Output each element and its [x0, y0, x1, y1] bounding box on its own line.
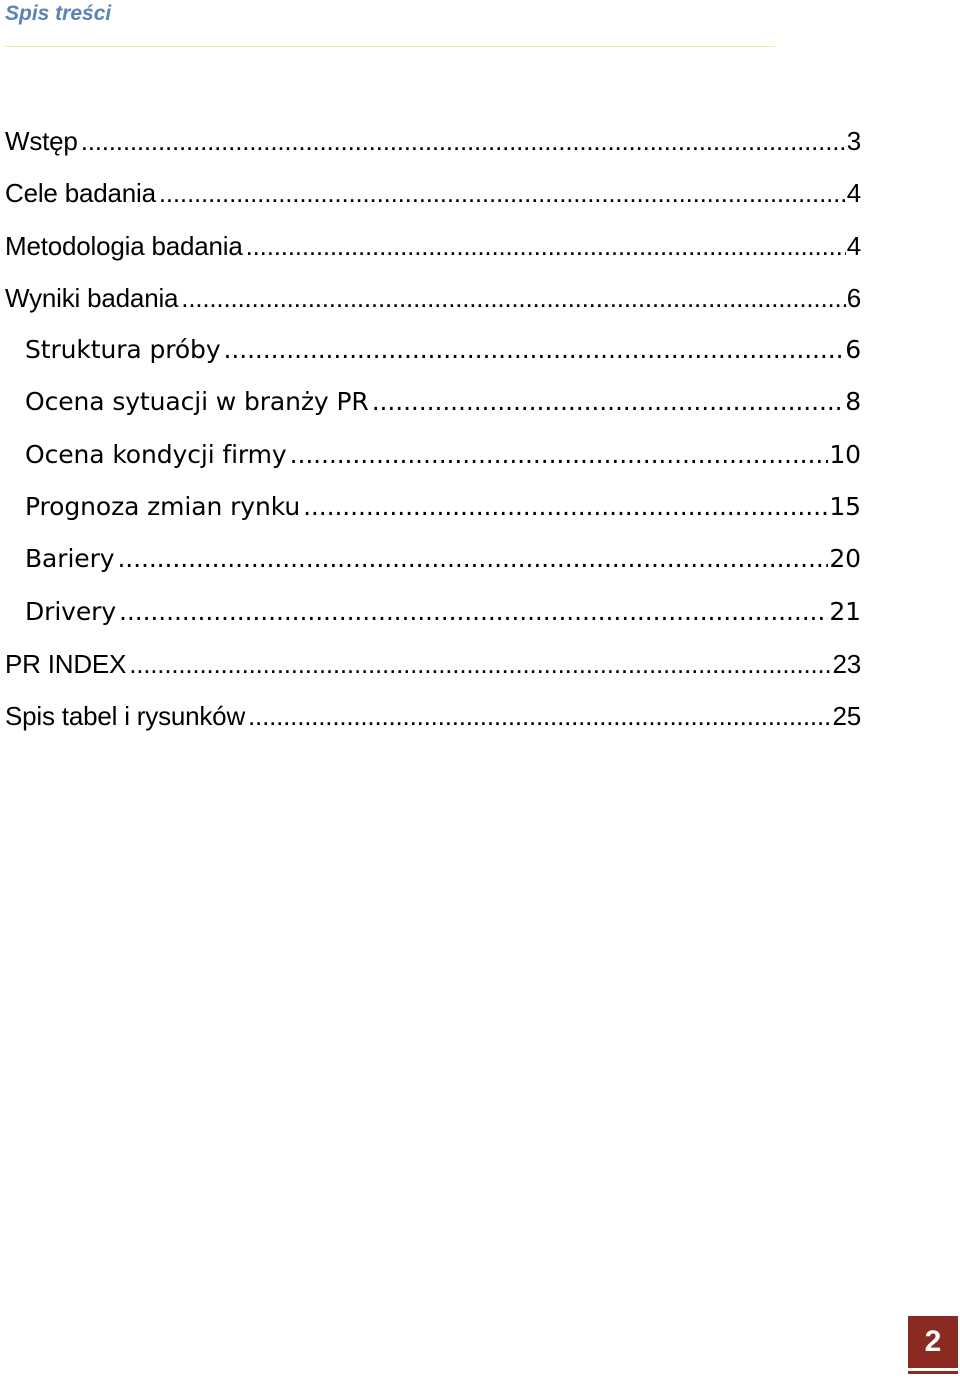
toc-entry-label: Wyniki badania [5, 282, 179, 313]
toc-dot-leader [126, 649, 831, 680]
toc-entry-label: Wstęp [5, 126, 78, 156]
toc-entry[interactable] [5, 126, 861, 178]
page-number-badge: 2 [908, 1316, 958, 1368]
toc-dot-leader [114, 544, 828, 573]
toc-entry[interactable] [5, 231, 861, 283]
toc-subentry[interactable] [5, 597, 861, 649]
toc-entry-page: 15 [829, 492, 861, 522]
page-heading: Spis treści [5, 2, 112, 25]
toc-entry-page: 25 [832, 701, 861, 732]
toc-entry-label: Ocena kondycji firmy [25, 439, 287, 469]
toc-dot-leader [287, 440, 829, 469]
toc-dot-leader [116, 597, 828, 626]
toc-dot-leader [243, 231, 846, 262]
toc-entry-label: Cele badania [5, 178, 156, 209]
toc-entry-label: Drivery [25, 596, 117, 626]
toc-entry[interactable] [5, 649, 861, 701]
toc-subentry[interactable] [5, 492, 861, 544]
toc-dot-leader [245, 701, 831, 732]
toc-dot-leader [178, 283, 845, 314]
toc-entry-page: 6 [845, 335, 861, 365]
toc-subentry[interactable] [5, 335, 861, 387]
toc-entry-page: 4 [846, 178, 861, 209]
toc-entry[interactable] [5, 701, 861, 753]
toc-entry[interactable] [5, 283, 861, 335]
page-number-underline [908, 1371, 958, 1374]
toc-entry-label: Spis tabel i rysunków [5, 701, 246, 732]
toc-dot-leader [156, 178, 846, 209]
toc-entry-page: 8 [845, 387, 861, 417]
toc-entry-label: Prognoza zmian rynku [25, 492, 301, 522]
toc-entry-page: 3 [846, 126, 861, 156]
toc-entry-label: Bariery [25, 544, 115, 574]
toc-entry-page: 10 [829, 439, 861, 469]
toc-entry-label: Struktura próby [25, 335, 221, 365]
toc-subentry[interactable] [5, 544, 861, 596]
toc-entry-page: 6 [846, 282, 861, 313]
toc-entry-label: Metodologia badania [5, 230, 243, 261]
toc-dot-leader [300, 492, 828, 521]
toc-subentry[interactable] [5, 440, 861, 492]
toc-subentry[interactable] [5, 387, 861, 439]
toc-entry-page: 23 [832, 648, 861, 679]
toc-entry-page: 20 [829, 544, 861, 574]
toc-entry-page: 4 [846, 230, 861, 261]
toc-dot-leader [369, 387, 844, 416]
toc-entry[interactable] [5, 178, 861, 230]
toc-entry-label: PR INDEX [5, 648, 127, 679]
header-divider [5, 46, 775, 47]
toc-entry-label: Ocena sytuacji w branży PR [25, 387, 369, 417]
toc-dot-leader [221, 335, 845, 364]
toc-dot-leader [78, 126, 846, 157]
table-of-contents [5, 126, 861, 754]
toc-entry-page: 21 [829, 596, 861, 626]
